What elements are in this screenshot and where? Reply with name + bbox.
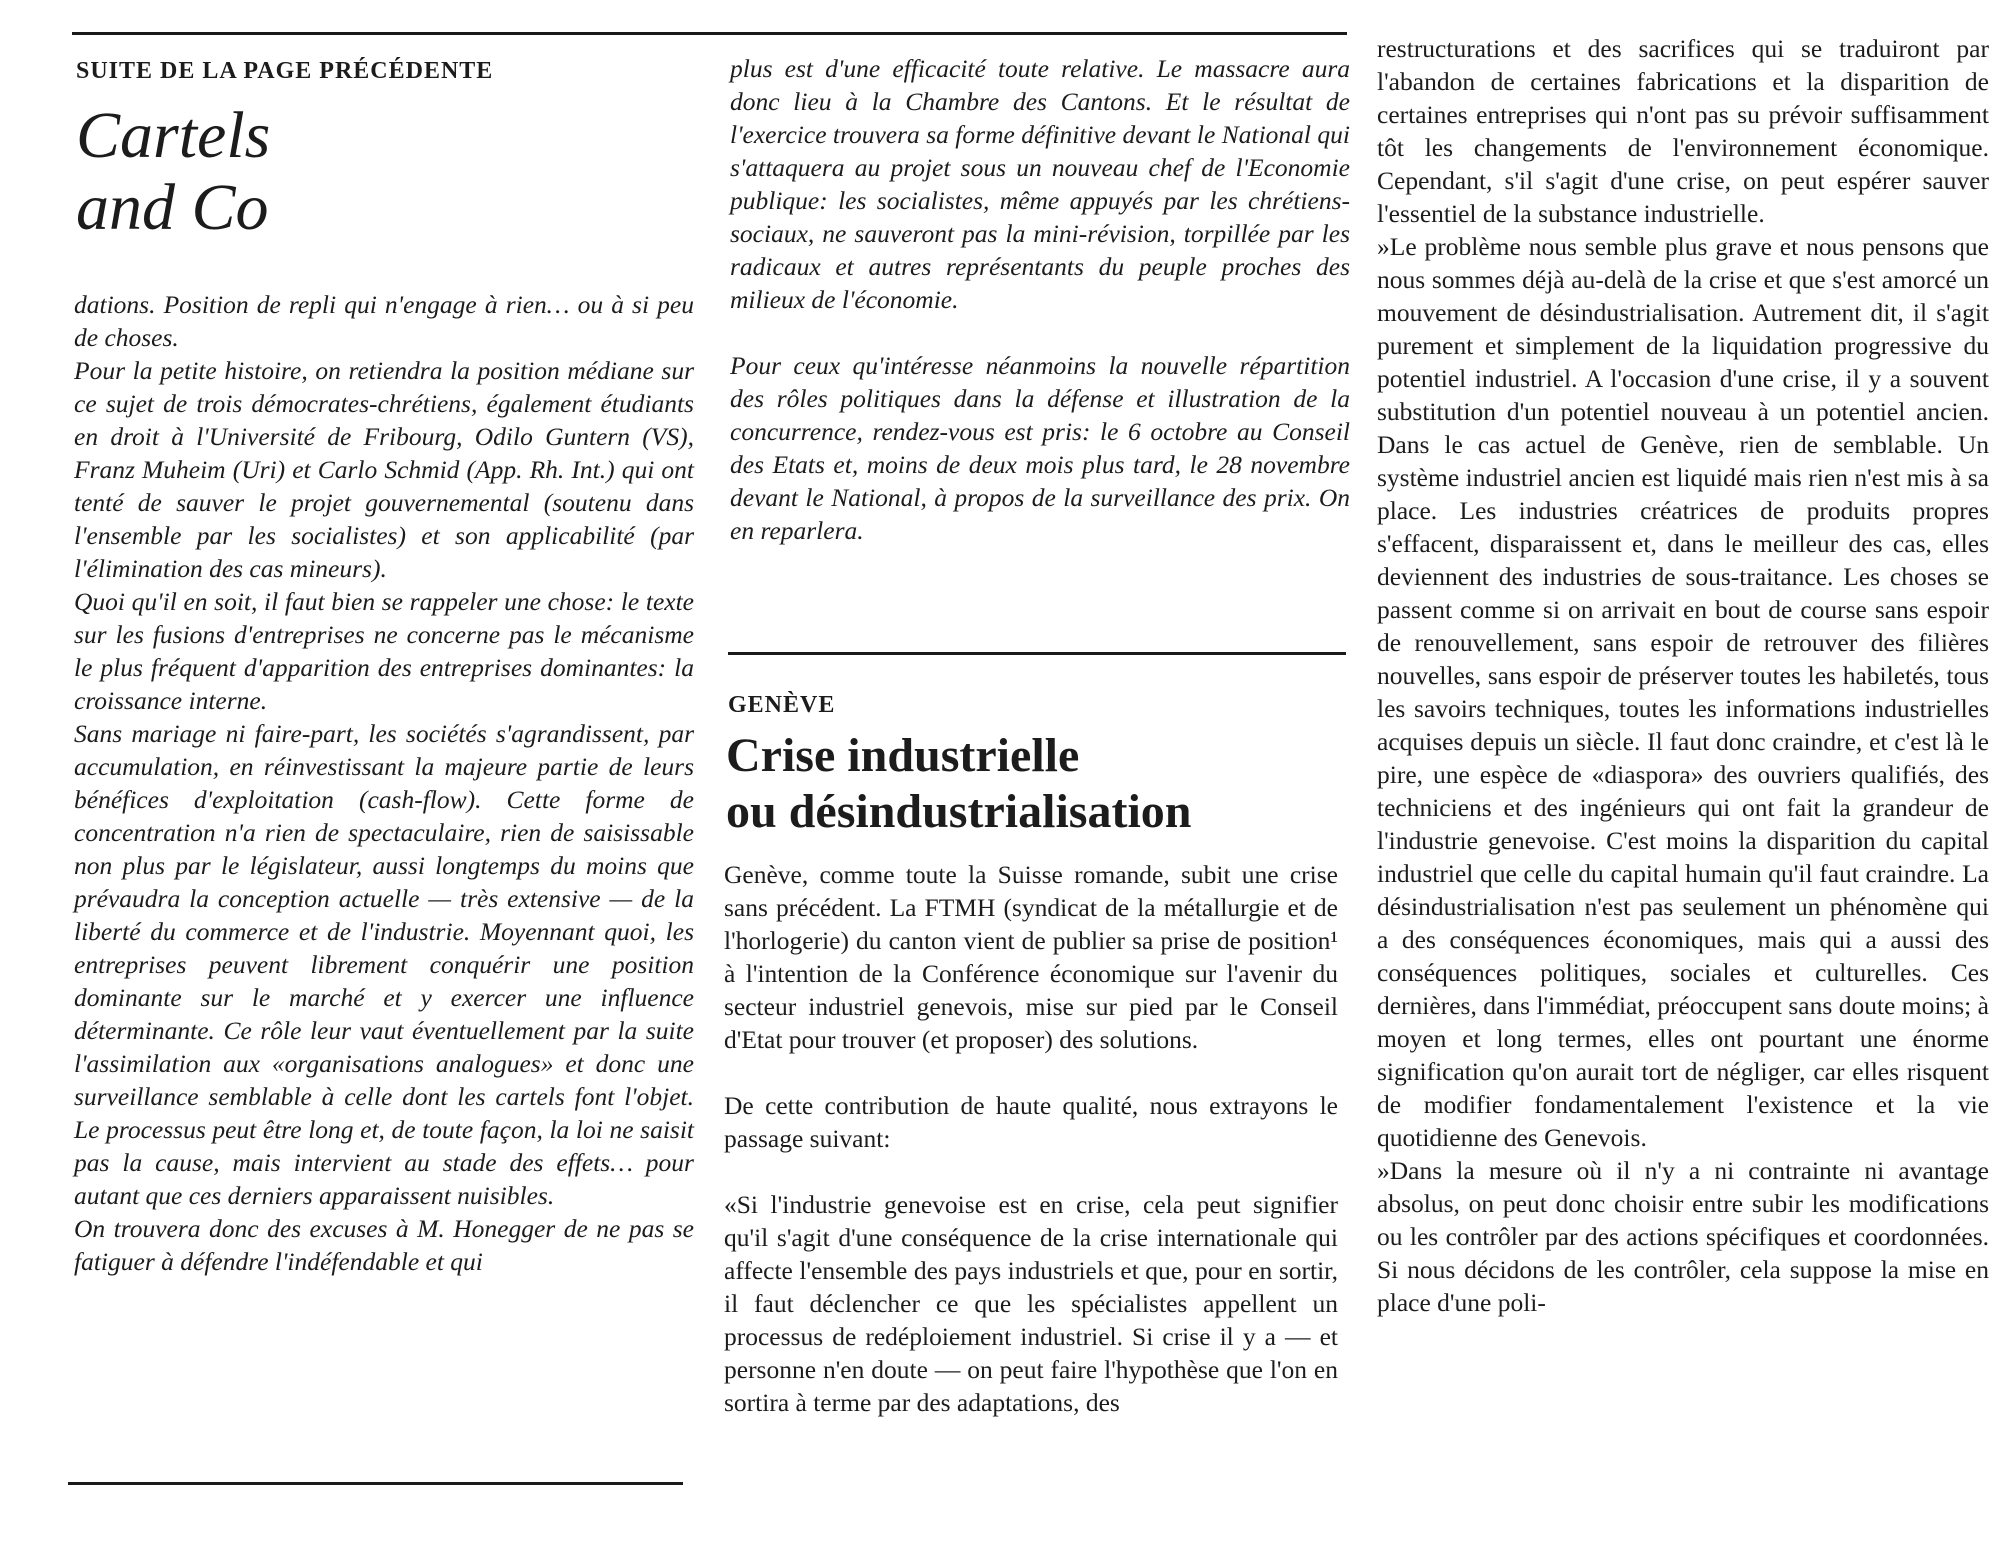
article2-title-line2: ou désindustrialisation [726,785,1192,838]
article1-column1 [74,288,694,1278]
article1-title-line2: and Co [76,171,269,244]
paragraph: «Si l'industrie genevoise est en crise, cela peut signifier qu'il s'agit d'une conséquence de la crise internationale qui affecte l'ensemble des pays industriels et que, pour en sortir, il faut déclencher ce que les spécialistes appellent un processus de redéploiement industriel. Si crise il y a — et personne n'en doute — on peut faire l'hypothèse que l'on en sortira à terme par des adaptations, des [724,1190,1338,1417]
paragraph: restructurations et des sacrifices qui se traduiront par l'abandon de certaines fabrications et la disparition de certaines entreprises qui n'ont pas su prévoir suffisamment tôt les changements de l'environnement économique. Cependant, s'il s'agit d'une crise, on peut espérer sauver l'essentiel de la substance industrielle. [1377,34,1989,228]
paragraph: On trouvera donc des excuses à M. Honegger de ne pas se fatiguer à défendre l'indéfendable et qui [74,1214,694,1276]
paragraph: Pour la petite histoire, on retiendra la position médiane sur ce sujet de trois démocrates-chrétiens, également étudiants en droit à l'Université de Fribourg, Odilo Guntern (VS), Franz Muheim (Uri) et Carlo Schmid (App. Rh. Int.) qui ont tenté de sauver le projet gouvernemental (soutenu dans l'ensemble par les socialistes) et son applicabilité (par l'élimination des cas mineurs). [74,356,694,583]
article2-kicker: GENÈVE [728,692,836,718]
paragraph: plus est d'une efficacité toute relative. Le massacre aura donc lieu à la Chambre des Cantons. Et le résultat de l'exercice trouvera sa forme définitive devant le National qui s'attaquera au projet sous un nouveau chef de l'Economie publique: les socialistes, même appuyés par les chrétiens-sociaux, ne sauveront pas la mini-révision, torpillée par les radicaux et autres représentants du peuple proches des milieux de l'économie. [730,54,1350,314]
paragraph: Sans mariage ni faire-part, les sociétés s'agrandissent, par accumulation, en réinvestissant la majeure partie de leurs bénéfices d'exploitation (cash-flow). Cette forme de concentration n'a rien de spectaculaire, rien de saisissable non plus par le législateur, aussi longtemps du moins que prévaudra la conception actuelle — très extensive — de la liberté du commerce et de l'industrie. Moyennant quoi, les entreprises peuvent librement conquérir une position dominante sur le marché et y exercer une influence déterminante. Ce rôle leur vaut éventuellement par la suite l'assimilation aux «organisations analogues» et donc une surveillance semblable à celle dont les cartels font l'objet. Le processus peut être long et, de toute façon, la loi ne saisit pas la cause, mais intervient au stade des effets… pour autant que ces derniers apparaissent nuisibles. [74,719,694,1210]
paragraph: Quoi qu'il en soit, il faut bien se rappeler une chose: le texte sur les fusions d'entreprises ne concerne pas le mécanisme le plus fréquent d'apparition des entreprises dominantes: la croissance interne. [74,587,694,715]
paragraph: De cette contribution de haute qualité, nous extrayons le passage suivant: [724,1091,1338,1153]
paragraph: Pour ceux qu'intéresse néanmoins la nouvelle répartition des rôles politiques dans la défense et illustration de la concurrence, rendez-vous est pris: le 6 octobre au Conseil des Etats et, moins de deux mois plus tard, le 28 novembre devant le National, à propos de la surveillance des prix. On en reparlera. [730,351,1350,545]
bottom-rule-left [68,1482,683,1485]
article1-column2 [730,52,1350,547]
top-rule [72,32,1347,35]
article2-title-line1: Crise industrielle [726,729,1080,782]
paragraph: »Le problème nous semble plus grave et nous pensons que nous sommes déjà au-delà de la crise et que s'est amorcé un mouvement de désindustrialisation. Autrement dit, il s'agit purement et simplement de la liquidation progressive du potentiel industriel. A l'occasion d'une crise, il y a souvent substitution d'un potentiel nouveau à un potentiel ancien. Dans le cas actuel de Genève, rien de semblable. Un système industriel ancien est liquidé mais rien n'est mis à sa place. Les industries créatrices de produits propres s'effacent, disparaissent et, dans le meilleur des cas, elles deviennent des industries de sous-traitance. Les choses se passent comme si on arrivait en bout de course sans espoir de renouvellement, sans espoir de retrouver des filières nouvelles, sans espoir de préserver toutes les habiletés, tous les savoirs techniques, toutes les informations industrielles acquises depuis un siècle. Il faut donc craindre, et c'est là le pire, une espèce de «diaspora» des ouvriers qualifiés, des techniciens et des ingénieurs qui ont fait la grandeur de l'industrie genevoise. C'est moins la disparition du capital industriel que celle du capital humain qu'il faut craindre. La désindustrialisation n'est pas seulement un phénomène qui a des conséquences économiques, mais qui a aussi des conséquences politiques, sociales et culturelles. Ces dernières, dans l'immédiat, préoccupent sans doute moins; à moyen et long termes, elles ont pourtant une énorme signification qu'on aurait tort de négliger, car elles risquent de modifier fondamentalement l'existence et la vie quotidienne des Genevois. [1377,232,1989,1152]
paragraph: Genève, comme toute la Suisse romande, subit une crise sans précédent. La FTMH (syndicat de la métallurgie et de l'horlogerie) du canton vient de publier sa prise de position¹ à l'intention de la Conférence économique sur l'avenir du secteur industriel genevois, mise sur pied par le Conseil d'Etat pour trouver (et proposer) des solutions. [724,860,1338,1054]
section-divider-rule [728,652,1346,655]
article2-column2 [724,858,1338,1419]
article1-kicker: SUITE DE LA PAGE PRÉCÉDENTE [76,58,494,84]
paragraph: dations. Position de repli qui n'engage à rien… ou à si peu de choses. [74,290,694,352]
paragraph: »Dans la mesure où il n'y a ni contrainte ni avantage absolus, on peut donc choisir entre subir les modifications ou les contrôler par des actions spécifiques et coordonnées. Si nous décidons de les contrôler, cela suppose la mise en place d'une poli- [1377,1156,1989,1317]
article2-column3 [1377,32,1989,1319]
article1-title-line1: Cartels [76,99,271,172]
